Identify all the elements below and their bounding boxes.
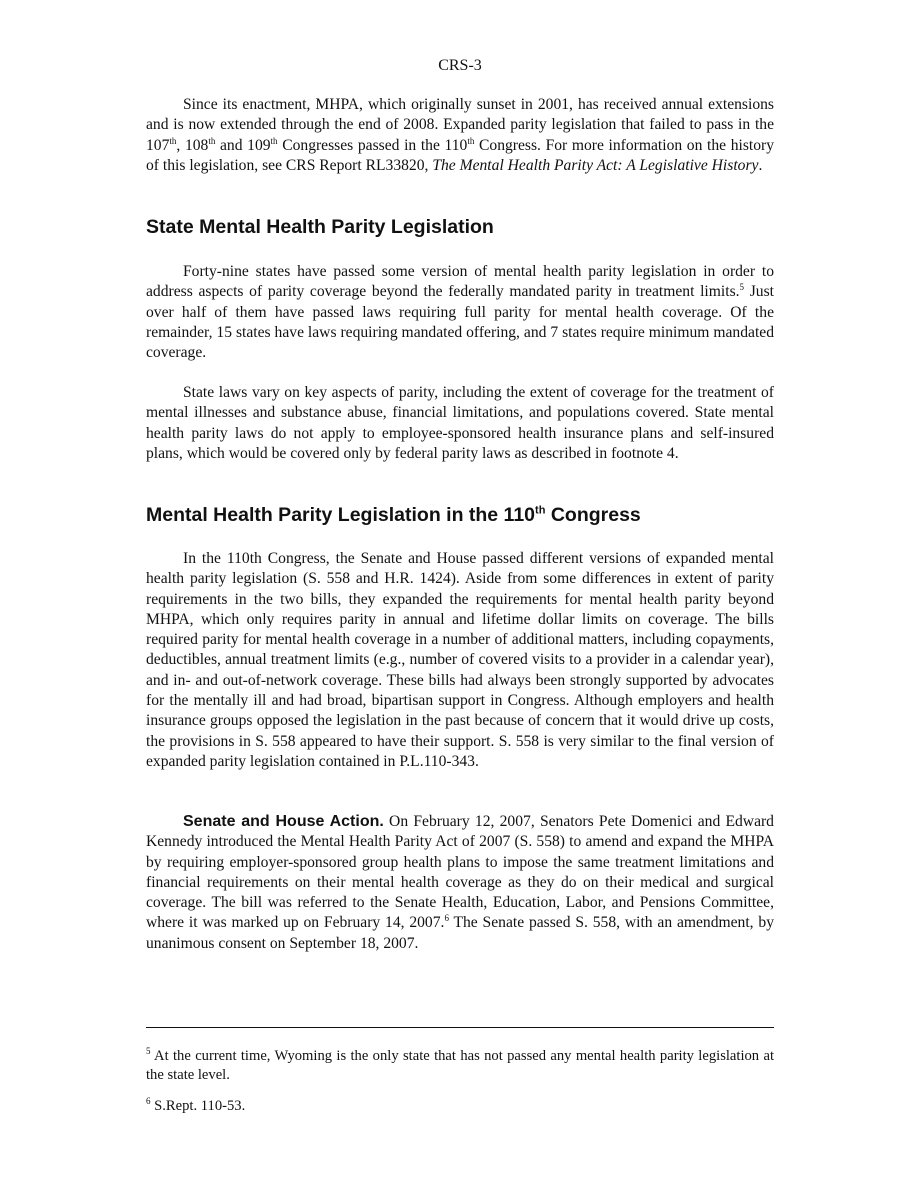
section-heading-110th-congress: Mental Health Parity Legislation in the 110th Congress	[146, 504, 641, 526]
paragraph-mhpa-history: Since its enactment, MHPA, which originally sunset in 2001, has received annual extensions and is now extended through the end of 2008. Expanded parity legislation that failed to pass in the 107th, 108th and 109th Congresses passed in the 110th Congress. For more information on the history of this legislation, see CRS Report RL33820, The Mental Health Parity Act: A Legislative History.	[146, 96, 775, 174]
paragraph-senate-house-action: Senate and House Action. On February 12, 2007, Senators Pete Domenici and Edward Kennedy introduced the Mental Health Parity Act of 2007 (S. 558) to amend and expand the MHPA by requiring employer-sponsored group health plans to impose the same treatment limitations and financial requirements on their mental health coverage as they do on their medical and surgical coverage. The bill was referred to the Senate Health, Education, Labor, and Pensions Committee, where it was marked up on February 14, 2007.$^6$ The Senate passed S. 558, with an amendment, by unanimous consent on September 18, 2007.	[146, 813, 775, 952]
footnote-ref-6: 6	[444, 913, 449, 924]
runin-heading: Senate and House Action.	[183, 813, 384, 830]
section-heading-state-parity: State Mental Health Parity Legislation	[146, 216, 494, 238]
paragraph-state-laws: Forty-nine states have passed some version of mental health parity legislation in order to address aspects of parity coverage beyond the federally mandated parity in treatment limits.$^5$ Just over half of them have passed laws requiring full parity for mental health coverage. Of the remainder, 15 states have laws requiring mandated offering, and 7 states require minimum mandated coverage.	[146, 263, 774, 362]
paragraph-state-variation: State laws vary on key aspects of parity, including the extent of coverage for the treatment of mental illnesses and substance abuse, financial limitations, and populations covered. State mental health parity laws do not apply to employee-sponsored health insurance plans and self-insured plans, which would be covered only by federal parity laws as described in footnote 4.	[146, 384, 774, 462]
footnote-6: $^6$ S.Rept. 110-53.	[146, 1096, 246, 1114]
footnote-5: $^5$ At the current time, Wyoming is the only state that has not passed any mental health parity legislation at the state level.	[146, 1046, 774, 1083]
footnote-divider	[146, 1027, 774, 1028]
footnote-ref-5: 5	[739, 282, 745, 293]
paragraph-110th-congress: In the 110th Congress, the Senate and House passed different versions of expanded mental health parity legislation (S. 558 and H.R. 1424). Aside from some differences in extent of parity requirements in the two bills, they expanded the requirements for mental health parity beyond MHPA, which only requires parity in annual and lifetime dollar limits on coverage. The bills required parity for mental health coverage in a number of additional matters, including copayments, deductibles, annual treatment limits (e.g., number of covered visits to a provider in a calendar year), and in- and out-of-network coverage. These bills had always been strongly supported by advocates for the mentally ill and had broad, bipartisan support in Congress. Although employers and health insurance groups opposed the legislation in the past because of concern that it would drive up costs, the provisions in S. 558 appeared to have their support. S. 558 is very similar to the final version of expanded parity legislation contained in P.L.110-343.	[146, 550, 774, 770]
report-title: The Mental Health Parity Act: A Legislative History	[432, 156, 759, 174]
page-number: CRS-3	[438, 57, 482, 74]
